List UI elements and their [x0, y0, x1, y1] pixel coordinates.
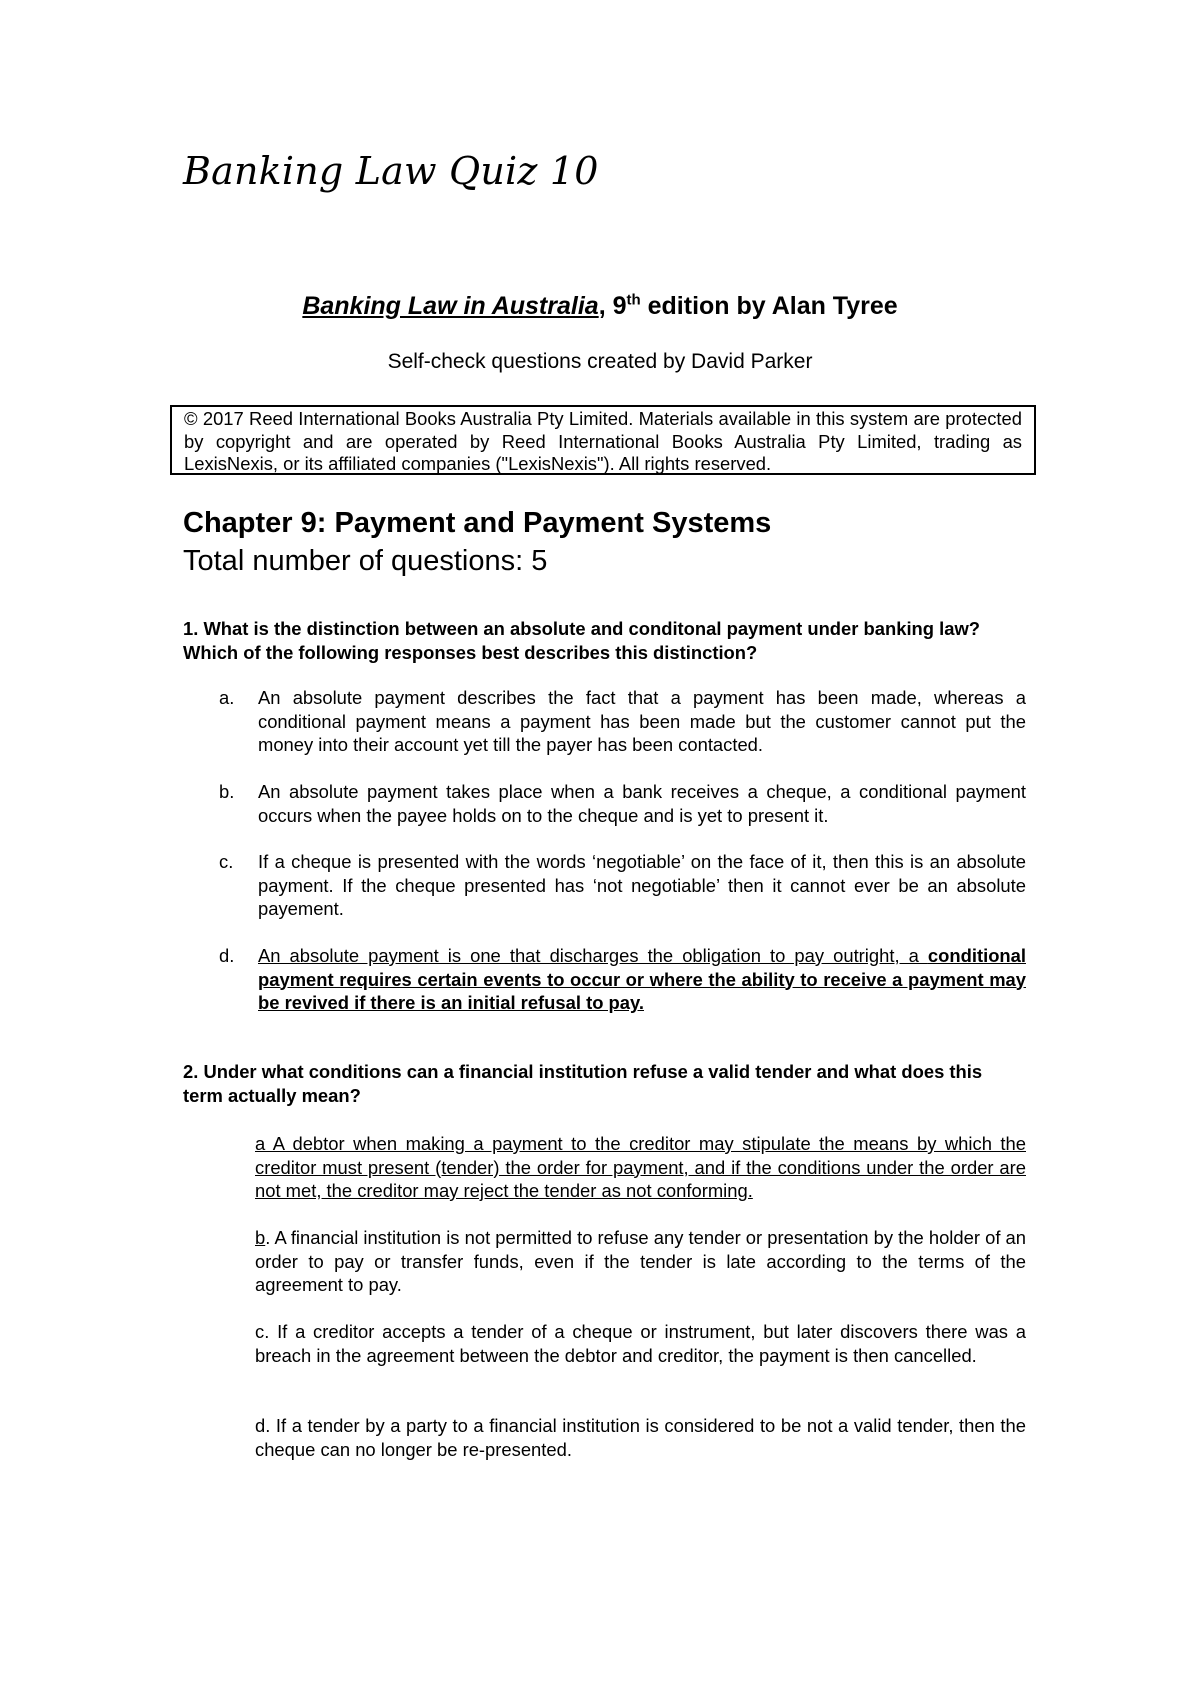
- quiz-title: Banking Law Quiz 10: [183, 149, 599, 193]
- q1-option-d-bold-text: conditional payment requires certain events to occur or where the ability to receive a payment may be revived if there is an initial refusal to pay.: [258, 945, 1026, 1013]
- subtitle: Self-check questions created by David Parker: [387, 350, 813, 373]
- q2-option-b-letter: b: [255, 1227, 266, 1248]
- q1-option-a-letter: a.: [219, 687, 235, 708]
- edition-suffix: th: [626, 291, 641, 309]
- copyright-notice: © 2017 Reed International Books Australia Pty Limited. Materials available in this system are protected by copyright and are operated by Reed International Books Australia Pty Limited, trading as LexisNexis, or its affiliated companies ("LexisNexis"). All rights reserved.: [170, 405, 1036, 475]
- q1-option-c-letter: c.: [219, 851, 234, 872]
- q2-option-b: [255, 1226, 1026, 1297]
- q1-option-d-correct: [258, 944, 1026, 1015]
- q1-option-b-letter: b.: [219, 781, 235, 802]
- book-title-comma: ,: [598, 292, 606, 320]
- edition-author: edition by Alan Tyree: [640, 292, 898, 320]
- book-reference: [0, 290, 1200, 322]
- q1-option-d-letter: d.: [219, 945, 235, 966]
- q2-option-d: d. If a tender by a party to a financial institution is considered to be not a valid tender, then the cheque can no longer be re-presented.: [255, 1415, 1026, 1460]
- question-count: Total number of questions: 5: [183, 545, 548, 577]
- question-1: 1. What is the distinction between an absolute and conditonal payment under banking law? Which of the following responses best describes this distinction?: [183, 618, 981, 663]
- q2-option-b-text: . A financial institution is not permitted to refuse any tender or presentation by the holder of an order to pay or transfer funds, even if the tender is late according to the terms of the agreement to pay.: [255, 1227, 1026, 1295]
- question-2: 2. Under what conditions can a financial institution refuse a valid tender and what does this term actually mean?: [183, 1061, 983, 1106]
- chapter-title: Chapter 9: Payment and Payment Systems: [183, 507, 772, 539]
- q1-option-a: An absolute payment describes the fact that a payment has been made, whereas a conditional payment means a payment has been made but the customer cannot put the money into their account yet till the payer has been contacted.: [258, 687, 1026, 755]
- q1-option-d-text: An absolute payment is one that discharges the obligation to pay outright, a: [258, 945, 928, 966]
- q1-option-c: If a cheque is presented with the words ‘negotiable’ on the face of it, then this is an absolute payment. If the cheque presented has ‘not negotiable’ then it cannot ever be an absolute payement.: [258, 851, 1026, 919]
- q2-option-c: c. If a creditor accepts a tender of a cheque or instrument, but later discovers there was a breach in the agreement between the debtor and creditor, the payment is then cancelled.: [255, 1321, 1026, 1366]
- book-title: Banking Law in Australia: [302, 292, 599, 320]
- q1-option-b: An absolute payment takes place when a bank receives a cheque, a conditional payment occurs when the payee holds on to the cheque and is yet to present it.: [258, 781, 1026, 826]
- edition-number: 9: [605, 292, 627, 320]
- q2-option-a-correct: a A debtor when making a payment to the creditor may stipulate the means by which the creditor must present (tender) the order for payment, and if the conditions under the order are not met, the creditor may reject the tender as not conforming.: [255, 1133, 1026, 1201]
